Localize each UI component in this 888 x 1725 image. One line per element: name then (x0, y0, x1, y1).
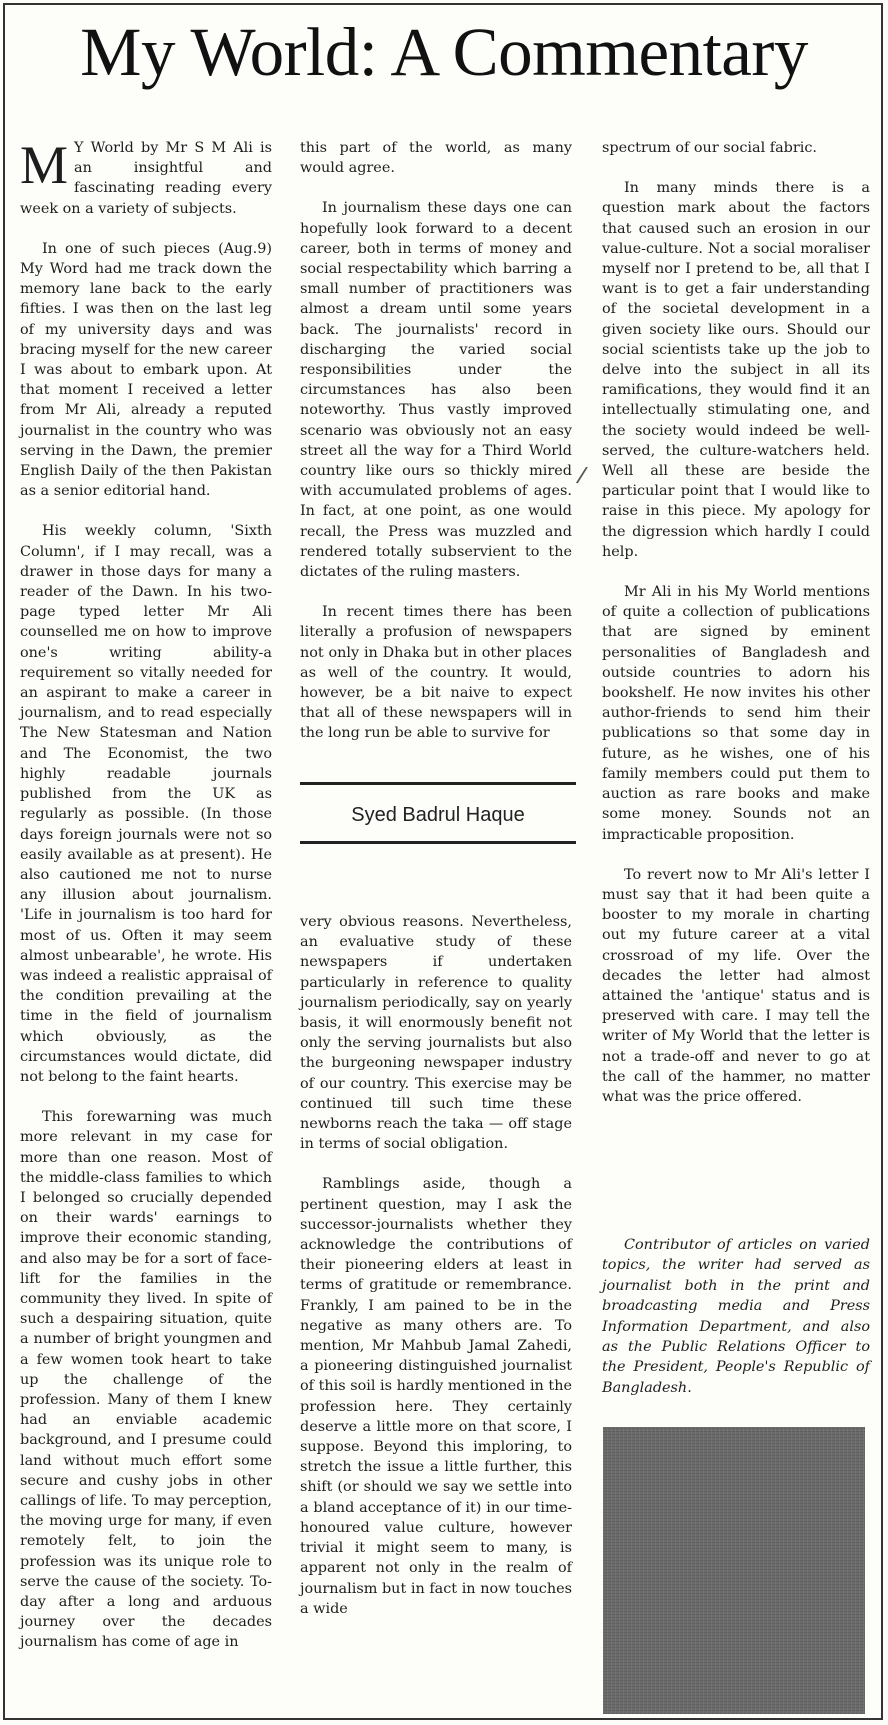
paragraph (20, 135, 272, 219)
paragraph: very obvious reasons. Nevertheless, an evaluative study of these newspapers if undertaken particularly in reference to quality journalism periodically, say on yearly basis, it will enormously benefit not only the serving journalists but also the burgeoning newspaper industry of our country. This exercise may be continued till such time these newborns reach the taka — off stage in terms of social obligation. (300, 914, 572, 1153)
mouse-cursor-icon: / (574, 462, 589, 489)
paragraph: In many minds there is a question mark about the factors that caused such an erosion in our value-culture. Not a social moraliser myself nor I pretend to be, all that I want is to get a fair understanding of the societal development in a given society like ours. Should our social scientists take up the job to delve into the subject in all its ramifications, they would find it an intellectually stimulating one, and the society would indeed be well-served, the culture-watchers held. Well all these are beside the particular point that I would like to raise in this piece. My apology for the digression which hardly I could help. (602, 180, 870, 560)
paragraph-text: Y World by Mr S M Ali is an insightful and fascinating reading every week on a variety of subjects. (20, 140, 272, 217)
headline: My World: A Commentary (80, 14, 808, 90)
paragraph: His weekly column, 'Sixth Column', if I may recall, was a drawer in those days for many a reader of the Dawn. In his two-page typed letter Mr Ali counselled me on how to improve one's writing ability-a requirement so vitally needed for an aspirant to make a career in journalism, and to read especially The New Statesman and Nation and The Economist, the two highly readable journals published from the UK as regularly as possible. (In those days foreign journals were not so easily available as at present). He also cautioned me not to nurse any illusion about journalism. 'Life in journalism is too hard for most of us. Often it may seem almost unbearable', he wrote. His was indeed a realistic appraisal of the condition prevailing at the time in the field of journalism which obviously, as the circumstances would dictate, did not belong to the faint hearts. (20, 523, 272, 1085)
paragraph: Ramblings aside, though a pertinent question, may I ask the successor-journalists whether they acknowledge the contributions of their pioneering elders at least in terms of gratitude or remembrance. Frankly, I am pained to be in the negative as many others are. To mention, Mr Mahbub Jamal Zahedi, a pioneering distinguished journalist of this soil is hardly mentioned in the profession here. They certainly deserve a little more on that score, I suppose. Beyond this imploring, to stretch the issue a little further, this shift (or should we say we settle into a bland acceptance of it) in our time-honoured value culture, however trivial it might seem to many, is apparent not only in the realm of journalism but in fact in now touches a wide (300, 1176, 572, 1617)
paragraph: This forewarning was much more relevant in my case for more than one reason. Most of the middle-class families to which I belonged so crucially depended on their wards' earnings to improve their economic standing, and also may be for a sort of face-lift for the families in the community they lived. In spite of such a despairing situation, quite a number of bright youngmen and a few women took heart to take up the challenge of the profession. Many of them I knew had an enviable academic background, and I presume could land without much effort some secure and cushy jobs in other callings of life. To may perception, the moving urge for many, if even remotely felt, to join the profession was its unique role to serve the cause of the society. To-day after a long and arduous journey over the decades journalism has come of age in (20, 1109, 272, 1651)
paragraph: To revert now to Mr Ali's letter I must say that it had been quite a booster to my morale in charting out my future career at a vital crossroad of my life. Over the decades the letter had almost attained the 'antique' status and is preserved with care. I may tell the writer of My World that the letter is not a trade-off and never to go at the call of the hammer, no matter what was the price offered. (602, 866, 870, 1105)
drop-cap: M (20, 135, 69, 195)
column-1 (20, 135, 272, 1653)
column-2 (300, 138, 572, 744)
paragraph: Mr Ali in his My World mentions of quite a collection of publications that are signed by eminent personalities of Bangladesh and outside countries to adorn his bookshelf. He now invites his other author-friends to send him their publications so that some day in future, as he wishes, one of his family members could put them to auction as rare books and make some money. Sounds not an impracticable proposition. (602, 584, 870, 843)
column-2-continued (300, 912, 572, 1639)
author-photo (603, 1427, 865, 1714)
author-bio: Contributor of articles on varied topics, the writer had served as journalist both in the print and broadcasting media and Press Information Department, and also as the Public Relations Officer to the President, People's Republic of Bangladesh. (602, 1237, 870, 1396)
column-3 (602, 138, 870, 1127)
paragraph: In journalism these days one can hopefully look forward to a decent career, both in terms of money and social respectability which barring a small number of practitioners was almost a dream until some years back. The journalists' record in discharging the varied social responsibilities under the circumstances has also been noteworthy. Thus vastly improved scenario was obviously not an easy street all the way for a Third World country like ours so thickly mired with accumulated problems of ages. In fact, at one point, as one would recall, the Press was muzzled and rendered totally subservient to the dictates of the ruling masters. (300, 200, 572, 581)
byline-box (300, 782, 576, 844)
paragraph: this part of the world, as many would agree. (300, 140, 572, 177)
divider-bottom (300, 841, 576, 844)
paragraph: spectrum of our social fabric. (602, 140, 817, 156)
paragraph: In recent times there has been literally a profusion of newspapers not only in Dhaka but in other places as well of the country. It would, however, be a bit naive to expect that all of these newspapers will in the long run be able to survive for (300, 604, 572, 742)
author-byline: Syed Badrul Haque (351, 804, 525, 826)
paragraph: In one of such pieces (Aug.9) My Word had me track down the memory lane back to the early fifties. I was then on the last leg of my university days and was bracing myself for the new career I was about to embark upon. At that moment I received a letter from Mr Ali, already a reputed journalist in the country who was serving in the Dawn, the premier English Daily of the then Pakistan as a senior editorial hand. (20, 240, 272, 500)
